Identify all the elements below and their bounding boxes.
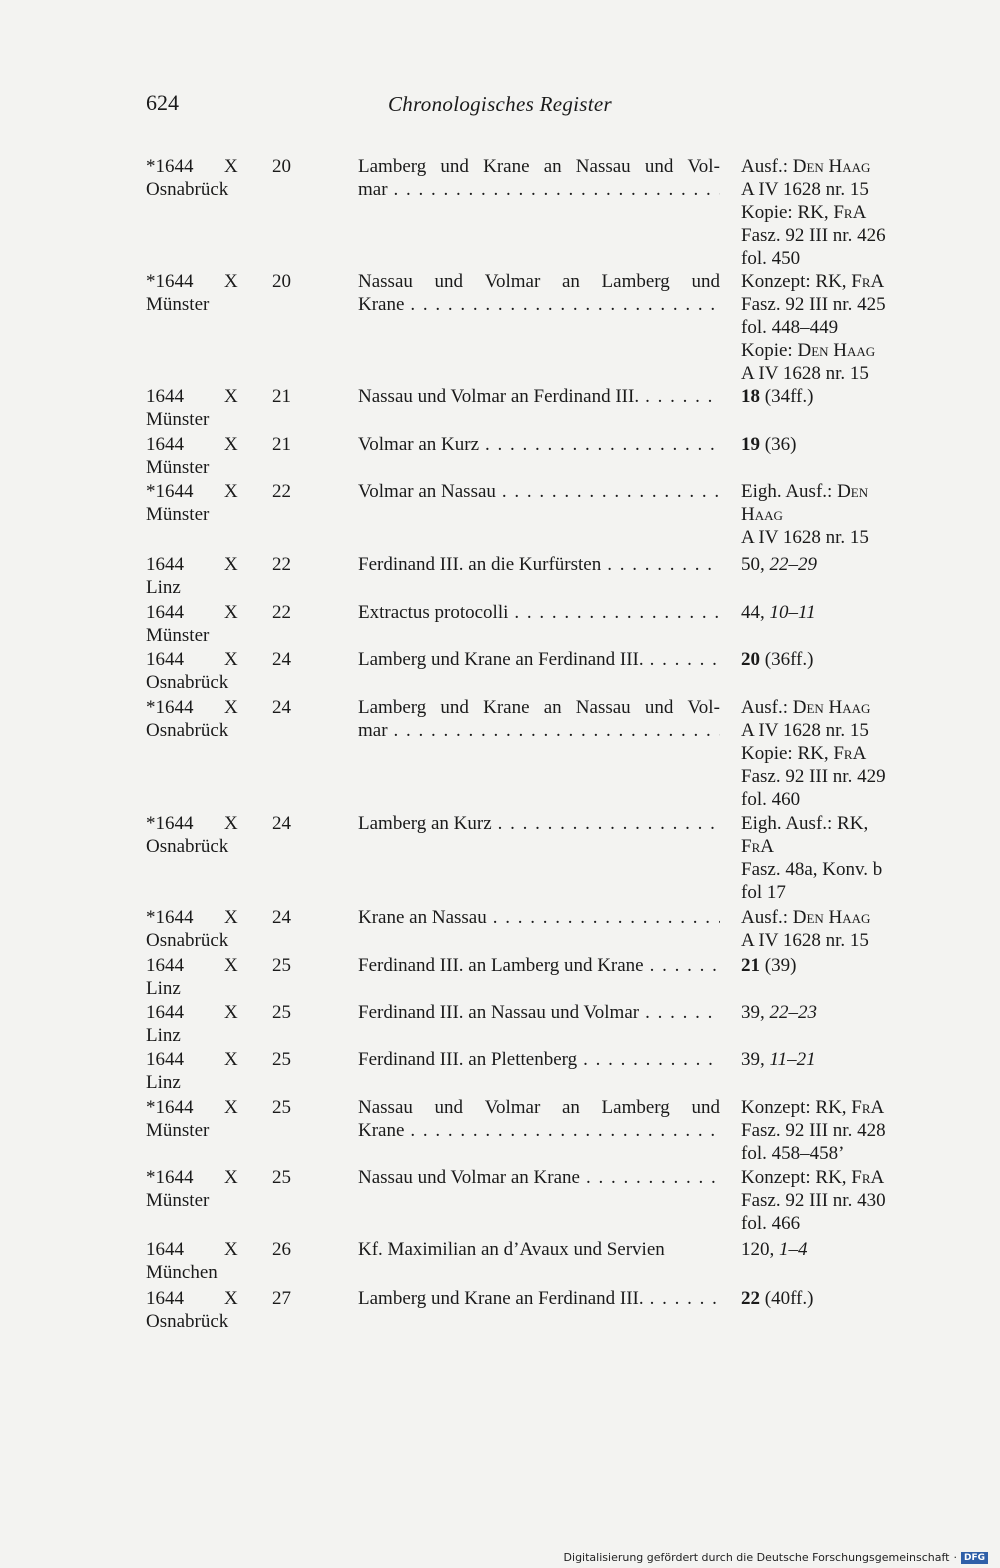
entry-title-line: Ferdinand III. an Plettenberg [358, 1049, 578, 1070]
entry-reference [741, 906, 921, 952]
entry-title-line: Ferdinand III. an die Kurfürsten [358, 554, 602, 575]
entry-reference-line: A IV 1628 nr. 15 [741, 527, 869, 548]
entry-title-line: Ferdinand III. an Lamberg und Krane [358, 955, 644, 976]
entry-reference [741, 553, 921, 576]
entry-reference-line: fol. 450 [741, 248, 801, 269]
entry-day: 25 [272, 1097, 291, 1118]
entry-reference-line: A IV 1628 nr. 15 [741, 363, 869, 384]
entry-reference-line: Ausf.: Den Haag [741, 156, 871, 177]
entry-month: X [224, 907, 238, 928]
entry-place: Osnabrück [146, 672, 229, 693]
entry-place: Linz [146, 1025, 181, 1046]
entry-title-line: Nassau und Volmar an Ferdinand III. [358, 386, 640, 407]
entry-reference-line: fol. 460 [741, 789, 801, 810]
entry-title [358, 155, 720, 201]
entry-place: Linz [146, 978, 181, 999]
entry-year: 1644 [146, 649, 184, 670]
leader-dots [577, 1048, 720, 1071]
entry-reference [741, 270, 921, 385]
entry-place: Münster [146, 457, 210, 478]
entry-day: 21 [272, 434, 291, 455]
entry-day: 20 [272, 271, 291, 292]
entry-reference [741, 601, 921, 624]
entry-year: *1644 [146, 1167, 194, 1188]
leader-dots [601, 553, 720, 576]
leader-dots [404, 293, 720, 316]
entry-reference-line: Fasz. 92 III nr. 426 [741, 225, 886, 246]
entry-reference [741, 648, 921, 671]
leader-dots [508, 601, 720, 624]
entry-title [358, 648, 720, 671]
entry-reference-line: 21 (39) [741, 955, 797, 976]
entry-reference [741, 696, 921, 811]
entry-reference-line: Konzept: RK, FrA [741, 271, 885, 292]
entry-day: 24 [272, 649, 291, 670]
entry-title-line: Extractus protocolli [358, 602, 509, 623]
footer [564, 1551, 988, 1564]
entry-month: X [224, 481, 238, 502]
entry-title-line: mar [358, 179, 388, 200]
entry-title [358, 553, 720, 576]
entry-title [358, 601, 720, 624]
entry-year: 1644 [146, 1288, 184, 1309]
entry-place: Osnabrück [146, 179, 229, 200]
entry-reference-line: 120, 1–4 [741, 1239, 808, 1260]
entry-reference [741, 954, 921, 977]
entry-title [358, 270, 720, 316]
entry-title-line: Nassau und Volmar an Krane [358, 1167, 580, 1188]
entry-place: Münster [146, 625, 210, 646]
entry-year: *1644 [146, 481, 194, 502]
entry-title-line: Krane [358, 294, 405, 315]
running-title: Chronologisches Register [388, 92, 612, 116]
entry-reference [741, 812, 921, 904]
entry-place: Osnabrück [146, 836, 229, 857]
entry-month: X [224, 156, 238, 177]
entry-reference-line: Fasz. 92 III nr. 429 [741, 766, 886, 787]
entry-month: X [224, 386, 238, 407]
entry-reference-line: 44, 10–11 [741, 602, 816, 623]
entry-month: X [224, 649, 238, 670]
leader-dots [496, 480, 720, 503]
entry-reference-line: 39, 11–21 [741, 1049, 816, 1070]
entry-reference-line: Fasz. 48a, Konv. b [741, 859, 883, 880]
entry-title-line: Volmar an Kurz [358, 434, 480, 455]
entry-year: 1644 [146, 1002, 184, 1023]
entry-month: X [224, 1097, 238, 1118]
leader-dots [479, 433, 720, 456]
entry-place: Münster [146, 1120, 210, 1141]
entry-title-line: Ferdinand III. an Nassau und Volmar [358, 1002, 640, 1023]
entry-year: *1644 [146, 1097, 194, 1118]
entry-year: 1644 [146, 955, 184, 976]
entry-title [358, 954, 720, 977]
entry-reference-line: Konzept: RK, FrA [741, 1167, 885, 1188]
leader-dots [388, 719, 720, 742]
entry-reference [741, 1287, 921, 1310]
entry-title [358, 1166, 720, 1189]
entry-year: *1644 [146, 907, 194, 928]
entry-month: X [224, 554, 238, 575]
leader-dots [639, 1001, 720, 1024]
leader-dots [492, 812, 720, 835]
entry-place: Münster [146, 294, 210, 315]
entry-reference-line: fol. 448–449 [741, 317, 839, 338]
entry-reference-line: Eigh. Ausf.: RK, [741, 813, 869, 834]
entry-reference-line: 19 (36) [741, 434, 797, 455]
entry-reference [741, 480, 921, 549]
entry-month: X [224, 1002, 238, 1023]
entry-year: 1644 [146, 1239, 184, 1260]
entry-title [358, 1238, 720, 1261]
page-number: 624 [146, 90, 179, 115]
entry-reference-line: Ausf.: Den Haag [741, 697, 871, 718]
leader-dots [404, 1119, 720, 1142]
entry-reference [741, 1048, 921, 1071]
leader-dots [644, 1287, 720, 1310]
entry-place: Münster [146, 504, 210, 525]
entry-year: *1644 [146, 813, 194, 834]
entry-day: 26 [272, 1239, 291, 1260]
entry-place: Linz [146, 1072, 181, 1093]
entry-reference [741, 385, 921, 408]
entry-reference-line: 39, 22–23 [741, 1002, 817, 1023]
leader-dots [644, 954, 720, 977]
entry-title-line: Nassau und Volmar an Lamberg und [358, 271, 720, 292]
entry-month: X [224, 1288, 238, 1309]
entry-day: 24 [272, 813, 291, 834]
entry-title [358, 385, 720, 408]
entry-day: 25 [272, 1002, 291, 1023]
entry-day: 24 [272, 697, 291, 718]
entry-title-line: Lamberg und Krane an Nassau und Vol- [358, 156, 720, 177]
entry-reference [741, 155, 921, 270]
entry-day: 24 [272, 907, 291, 928]
entry-title-line: Kf. Maximilian an d’Avaux und Servien [358, 1239, 665, 1260]
entry-reference-line: 20 (36ff.) [741, 649, 814, 670]
entry-title [358, 1001, 720, 1024]
entry-reference [741, 1166, 921, 1235]
entry-reference [741, 1096, 921, 1165]
entry-title-line: mar [358, 720, 388, 741]
entry-reference-line: 50, 22–29 [741, 554, 817, 575]
entry-reference-line: Haag [741, 504, 783, 525]
entry-reference-line: fol. 458–458’ [741, 1143, 845, 1164]
entry-place: Münster [146, 409, 210, 430]
entry-month: X [224, 697, 238, 718]
entry-year: 1644 [146, 1049, 184, 1070]
entry-month: X [224, 271, 238, 292]
entry-month: X [224, 602, 238, 623]
entry-reference-line: Eigh. Ausf.: Den [741, 481, 869, 502]
entry-year: 1644 [146, 434, 184, 455]
entry-title-line: Lamberg an Kurz [358, 813, 492, 834]
entry-title-line: Lamberg und Krane an Ferdinand III. [358, 1288, 644, 1309]
entry-reference [741, 1238, 921, 1261]
entry-year: 1644 [146, 602, 184, 623]
entry-reference-line: A IV 1628 nr. 15 [741, 720, 869, 741]
entry-year: *1644 [146, 156, 194, 177]
entry-reference-line: Ausf.: Den Haag [741, 907, 871, 928]
dfg-logo: DFG [961, 1552, 988, 1564]
separator: · [953, 1551, 957, 1564]
entry-place: München [146, 1262, 218, 1283]
entry-reference-line: 18 (34ff.) [741, 386, 814, 407]
entry-title [358, 433, 720, 456]
entry-day: 20 [272, 156, 291, 177]
leader-dots [388, 178, 720, 201]
entry-year: *1644 [146, 271, 194, 292]
leader-dots [580, 1166, 720, 1189]
leader-dots [639, 385, 720, 408]
entry-reference [741, 1001, 921, 1024]
entry-reference-line: Fasz. 92 III nr. 430 [741, 1190, 886, 1211]
entry-title [358, 480, 720, 503]
entry-place: Osnabrück [146, 1311, 229, 1332]
entry-year: *1644 [146, 697, 194, 718]
entry-day: 21 [272, 386, 291, 407]
entry-place: Osnabrück [146, 930, 229, 951]
entry-title-line: Volmar an Nassau [358, 481, 496, 502]
entry-day: 22 [272, 602, 291, 623]
entry-day: 22 [272, 554, 291, 575]
entry-reference-line: fol 17 [741, 882, 786, 903]
entry-reference-line: Kopie: Den Haag [741, 340, 876, 361]
entry-title [358, 1048, 720, 1071]
entry-day: 27 [272, 1288, 291, 1309]
entry-reference-line: 22 (40ff.) [741, 1288, 814, 1309]
entry-title [358, 906, 720, 929]
entry-place: Münster [146, 1190, 210, 1211]
entry-reference-line: Kopie: RK, FrA [741, 743, 867, 764]
entry-month: X [224, 1049, 238, 1070]
entry-reference-line: Konzept: RK, FrA [741, 1097, 885, 1118]
footer-text: Digitalisierung gefördert durch die Deutsche Forschungsgemeinschaft [563, 1551, 950, 1564]
entry-reference-line: A IV 1628 nr. 15 [741, 930, 869, 951]
entry-title [358, 696, 720, 742]
entry-month: X [224, 1167, 238, 1188]
entry-place: Osnabrück [146, 720, 229, 741]
leader-dots [487, 906, 720, 929]
entry-year: 1644 [146, 386, 184, 407]
entry-title-line: Krane an Nassau [358, 907, 487, 928]
leader-dots [644, 648, 720, 671]
entry-reference-line: A IV 1628 nr. 15 [741, 179, 869, 200]
entry-day: 25 [272, 1049, 291, 1070]
entry-reference-line: fol. 466 [741, 1213, 801, 1234]
entry-reference-line: Kopie: RK, FrA [741, 202, 867, 223]
entry-title [358, 812, 720, 835]
entry-reference [741, 433, 921, 456]
entry-day: 25 [272, 955, 291, 976]
entry-year: 1644 [146, 554, 184, 575]
entry-title-line: Nassau und Volmar an Lamberg und [358, 1097, 720, 1118]
entry-month: X [224, 955, 238, 976]
entry-title-line: Lamberg und Krane an Nassau und Vol- [358, 697, 720, 718]
entry-title-line: Krane [358, 1120, 405, 1141]
entry-title [358, 1096, 720, 1142]
entry-day: 22 [272, 481, 291, 502]
entry-day: 25 [272, 1167, 291, 1188]
entry-place: Linz [146, 577, 181, 598]
entry-reference-line: Fasz. 92 III nr. 425 [741, 294, 886, 315]
entry-reference-line: Fasz. 92 III nr. 428 [741, 1120, 886, 1141]
entry-month: X [224, 434, 238, 455]
entry-reference-line: FrA [741, 836, 774, 857]
entry-month: X [224, 813, 238, 834]
entry-title [358, 1287, 720, 1310]
entry-title-line: Lamberg und Krane an Ferdinand III. [358, 649, 644, 670]
entry-month: X [224, 1239, 238, 1260]
